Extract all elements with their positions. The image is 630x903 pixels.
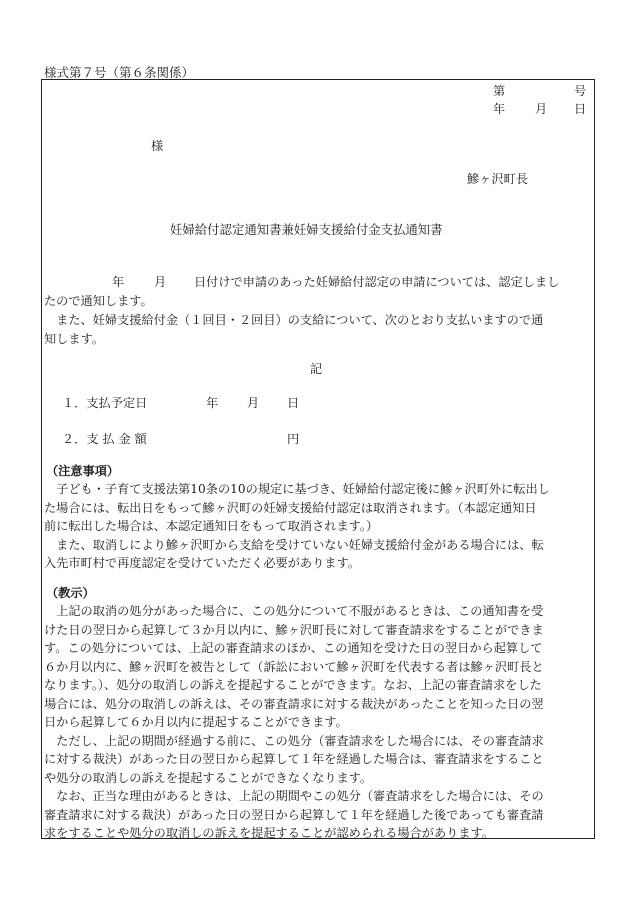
payment-year: 年	[206, 396, 219, 410]
instruction-line: けた日の翌日から起算して３か月以内に、鰺ヶ沢町長に対して審査請求をすることができま	[44, 622, 544, 637]
instruction-line: 場合には、処分の取消しの訴えは、その審査請求に対する裁決があったことを知った日の翌	[44, 696, 544, 711]
body-line2: たので通知します。	[44, 294, 153, 308]
instruction-line: ただし、上記の期間が経過する前に、この処分（審査請求をした場合には、その審査請求	[44, 733, 544, 748]
form-number-label: 様式第７号（第６条関係）	[44, 65, 195, 80]
body-line3: また、妊婦支援給付金（１回目・２回目）の支給について、次のとおり支払いますので通	[44, 313, 544, 327]
instruction-line: に対する裁決）があった日の翌日から起算して１年を経過した場合は、審査請求をすること	[44, 752, 544, 766]
instruction-line: 求をすることや処分の取消しの訴えを提起することが認められる場合があります。	[44, 826, 494, 840]
amount-unit: 円	[287, 432, 300, 446]
document-title: 妊婦給付認定通知書兼妊婦支援給付金支払通知書	[170, 222, 443, 237]
date-day: 日	[574, 102, 587, 116]
number-suffix: 号	[574, 84, 587, 98]
notes-line: また、取消しにより鰺ヶ沢町から支給を受けていない妊婦支援給付金がある場合には、転	[44, 537, 544, 552]
instruction-line: や処分の取消しの訴えを提起することができなくなります。	[44, 770, 373, 785]
date-year: 年	[493, 102, 506, 116]
body-month: 月	[154, 275, 167, 289]
notes-line: た場合には、転出日をもって鰺ヶ沢町の妊婦支援給付認定は取消されます。（本認定通知日	[44, 500, 537, 515]
instruction-line: ６か月以内に、鰺ヶ沢町を被告として（訴訟において鰺ヶ沢町を代表する者は鰺ヶ沢町長と	[44, 659, 544, 674]
notes-heading: （注意事項）	[46, 464, 120, 478]
body-year: 年	[112, 275, 125, 289]
amount-label: ２．支 払 金 額	[62, 432, 147, 446]
number-prefix: 第	[493, 84, 506, 98]
body-line1: 日付けで申請のあった妊婦給付認定の申請については、認定しまし	[194, 275, 560, 289]
instruction-heading: （教示）	[46, 586, 95, 600]
payment-month: 月	[247, 396, 260, 410]
payment-day: 日	[287, 396, 300, 410]
instruction-line: 日から起算して６か月以内に提起することができます。	[44, 715, 348, 729]
instruction-line: 審査請求に対する裁決）があった日の翌日から起算して１年を経過した後であっても審査請	[44, 807, 544, 822]
date-month: 月	[535, 102, 548, 116]
notes-line: 前に転出した場合は、本認定通知日をもって取消されます。）	[44, 519, 379, 533]
body-line4: 知します。	[44, 332, 104, 346]
issuer-name: 鰺ヶ沢町長	[467, 172, 528, 186]
ki-heading: 記	[310, 362, 323, 376]
payment-date-label: １．支払予定日	[62, 396, 148, 410]
instruction-line: なお、正当な理由があるときは、上記の期間やこの処分（審査請求をした場合には、その	[44, 789, 544, 803]
document-frame	[41, 79, 595, 839]
notes-line: 子ども・子育て支援法第10条の10の規定に基づき、妊婦給付認定後に鰺ヶ沢町外に転出し	[44, 482, 550, 496]
instruction-line: なります。）、処分の取消しの訴えを提起することができます。なお、上記の審査請求をした	[44, 678, 542, 692]
instruction-line: す。この処分については、上記の審査請求のほか、この通知を受けた日の翌日から起算して	[44, 641, 543, 655]
instruction-line: 上記の取消の処分があった場合に、この処分について不服があるときは、この通知書を受	[44, 604, 544, 618]
notes-line: 入先市町村で再度認定を受けていただく必要があります。	[44, 556, 360, 570]
addressee-suffix: 様	[151, 139, 164, 153]
